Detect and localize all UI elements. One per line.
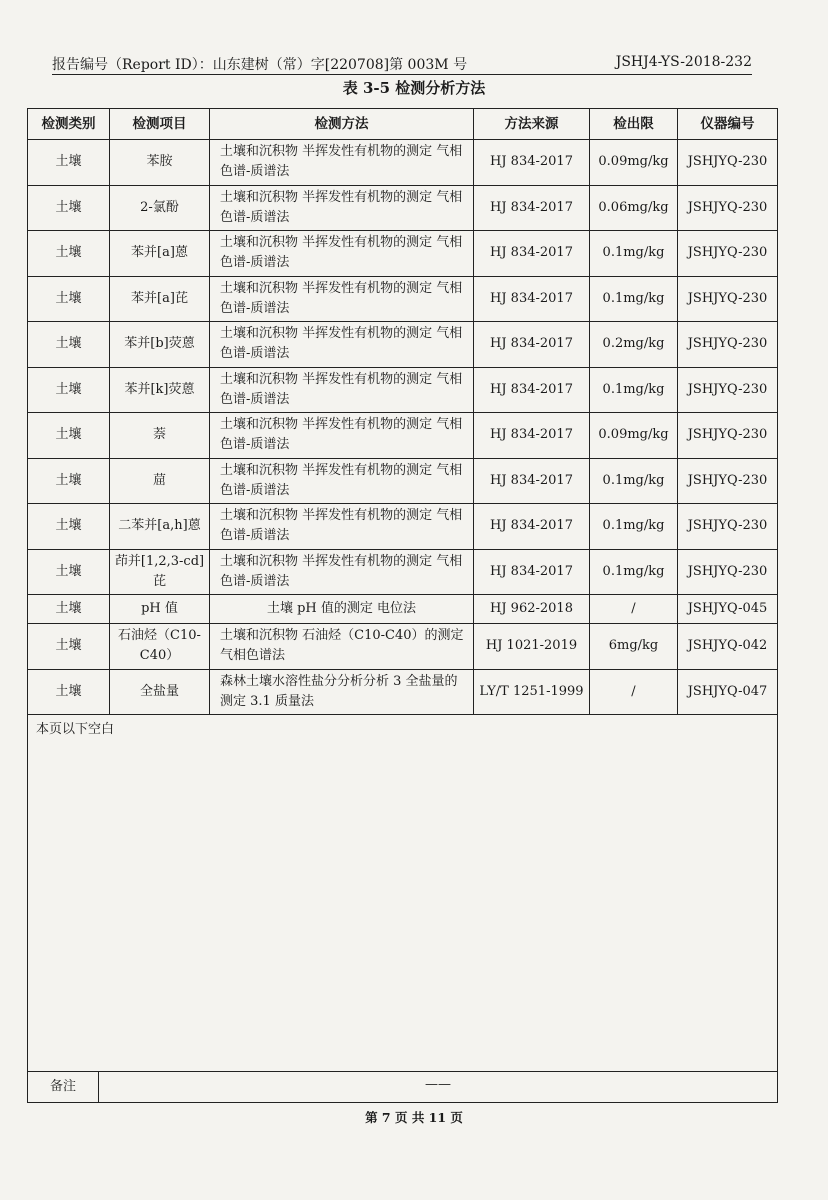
row-source: HJ 834-2017	[474, 504, 590, 550]
row-category: 土壤	[28, 595, 110, 624]
row-item: pH 值	[110, 595, 210, 624]
row-limit: 0.1mg/kg	[590, 504, 678, 550]
row-method: 土壤和沉积物 半挥发性有机物的测定 气相色谱-质谱法	[210, 322, 474, 368]
row-limit: 0.1mg/kg	[590, 231, 678, 277]
table-row	[28, 231, 778, 277]
table-row	[28, 367, 778, 413]
row-limit: 0.1mg/kg	[590, 549, 678, 595]
row-method: 土壤和沉积物 半挥发性有机物的测定 气相色谱-质谱法	[210, 231, 474, 277]
row-category: 土壤	[28, 669, 110, 715]
page-number: 第 7 页 共 11 页	[365, 1110, 463, 1125]
row-source: HJ 834-2017	[474, 185, 590, 231]
table-row	[28, 276, 778, 322]
row-limit: 0.1mg/kg	[590, 458, 678, 504]
row-method: 土壤和沉积物 半挥发性有机物的测定 气相色谱-质谱法	[210, 458, 474, 504]
column-header: 检测类别	[28, 109, 110, 140]
table-title: 表 3-5 检测分析方法	[342, 79, 486, 97]
remarks-label: 备注	[28, 1072, 99, 1102]
table-body	[28, 140, 778, 715]
row-source: HJ 1021-2019	[474, 624, 590, 670]
row-source: HJ 834-2017	[474, 413, 590, 459]
row-item: 苯并[k]荧蒽	[110, 367, 210, 413]
row-category: 土壤	[28, 458, 110, 504]
row-item: 茚并[1,2,3-cd]芘	[110, 549, 210, 595]
report-id: 报告编号（Report ID）：山东建树（常）字[220708]第 003M 号	[52, 57, 468, 73]
row-source: HJ 834-2017	[474, 322, 590, 368]
row-category: 土壤	[28, 276, 110, 322]
row-instrument: JSHJYQ-230	[678, 185, 778, 231]
row-item: 全盐量	[110, 669, 210, 715]
row-category: 土壤	[28, 367, 110, 413]
row-item: 二苯并[a,h]蒽	[110, 504, 210, 550]
methods-table	[27, 108, 778, 715]
row-instrument: JSHJYQ-230	[678, 367, 778, 413]
row-limit: 0.09mg/kg	[590, 413, 678, 459]
table-header-row	[28, 109, 778, 140]
table-row	[28, 185, 778, 231]
row-limit: 0.09mg/kg	[590, 140, 678, 186]
row-instrument: JSHJYQ-230	[678, 322, 778, 368]
row-item: 2-氯酚	[110, 185, 210, 231]
row-method: 土壤和沉积物 半挥发性有机物的测定 气相色谱-质谱法	[210, 276, 474, 322]
row-category: 土壤	[28, 624, 110, 670]
row-source: HJ 962-2018	[474, 595, 590, 624]
row-category: 土壤	[28, 231, 110, 277]
row-limit: /	[590, 595, 678, 624]
row-category: 土壤	[28, 413, 110, 459]
column-header: 方法来源	[474, 109, 590, 140]
column-header: 检测项目	[110, 109, 210, 140]
row-instrument: JSHJYQ-230	[678, 413, 778, 459]
row-limit: 0.1mg/kg	[590, 367, 678, 413]
row-item: 苯并[a]蒽	[110, 231, 210, 277]
row-instrument: JSHJYQ-230	[678, 549, 778, 595]
row-method: 土壤和沉积物 半挥发性有机物的测定 气相色谱-质谱法	[210, 140, 474, 186]
row-source: HJ 834-2017	[474, 458, 590, 504]
row-source: LY/T 1251-1999	[474, 669, 590, 715]
row-limit: 0.1mg/kg	[590, 276, 678, 322]
row-item: 䓛	[110, 458, 210, 504]
row-source: HJ 834-2017	[474, 549, 590, 595]
row-instrument: JSHJYQ-042	[678, 624, 778, 670]
row-source: HJ 834-2017	[474, 140, 590, 186]
table-row	[28, 595, 778, 624]
row-item: 苯胺	[110, 140, 210, 186]
blank-note: 本页以下空白	[36, 722, 115, 737]
row-category: 土壤	[28, 140, 110, 186]
table-row	[28, 624, 778, 670]
table-row	[28, 322, 778, 368]
row-item: 萘	[110, 413, 210, 459]
row-item: 苯并[a]芘	[110, 276, 210, 322]
row-instrument: JSHJYQ-230	[678, 504, 778, 550]
row-method: 土壤和沉积物 半挥发性有机物的测定 气相色谱-质谱法	[210, 367, 474, 413]
row-method: 土壤和沉积物 半挥发性有机物的测定 气相色谱-质谱法	[210, 185, 474, 231]
row-method: 土壤和沉积物 半挥发性有机物的测定 气相色谱-质谱法	[210, 549, 474, 595]
row-limit: 0.06mg/kg	[590, 185, 678, 231]
row-method: 土壤 pH 值的测定 电位法	[210, 595, 474, 624]
table-row	[28, 669, 778, 715]
row-method: 土壤和沉积物 半挥发性有机物的测定 气相色谱-质谱法	[210, 504, 474, 550]
column-header: 检测方法	[210, 109, 474, 140]
row-source: HJ 834-2017	[474, 367, 590, 413]
remarks-row	[27, 1071, 778, 1103]
row-instrument: JSHJYQ-230	[678, 276, 778, 322]
table-row	[28, 504, 778, 550]
row-instrument: JSHJYQ-230	[678, 458, 778, 504]
table-row	[28, 413, 778, 459]
row-method: 森林土壤水溶性盐分分析分析 3 全盐量的测定 3.1 质量法	[210, 669, 474, 715]
document-code: JSHJ4-YS-2018-232	[615, 54, 752, 70]
row-limit: 6mg/kg	[590, 624, 678, 670]
row-category: 土壤	[28, 322, 110, 368]
row-limit: 0.2mg/kg	[590, 322, 678, 368]
row-source: HJ 834-2017	[474, 231, 590, 277]
row-instrument: JSHJYQ-230	[678, 140, 778, 186]
row-category: 土壤	[28, 185, 110, 231]
row-source: HJ 834-2017	[474, 276, 590, 322]
table-row	[28, 458, 778, 504]
row-category: 土壤	[28, 504, 110, 550]
row-method: 土壤和沉积物 石油烃（C10-C40）的测定 气相色谱法	[210, 624, 474, 670]
row-instrument: JSHJYQ-045	[678, 595, 778, 624]
row-category: 土壤	[28, 549, 110, 595]
row-instrument: JSHJYQ-230	[678, 231, 778, 277]
row-limit: /	[590, 669, 678, 715]
table-row	[28, 549, 778, 595]
column-header: 检出限	[590, 109, 678, 140]
table-row	[28, 140, 778, 186]
blank-area	[27, 714, 778, 1072]
row-instrument: JSHJYQ-047	[678, 669, 778, 715]
row-method: 土壤和沉积物 半挥发性有机物的测定 气相色谱-质谱法	[210, 413, 474, 459]
row-item: 苯并[b]荧蒽	[110, 322, 210, 368]
column-header: 仪器编号	[678, 109, 778, 140]
row-item: 石油烃（C10-C40）	[110, 624, 210, 670]
remarks-value: ——	[425, 1077, 451, 1092]
report-header	[52, 52, 752, 75]
